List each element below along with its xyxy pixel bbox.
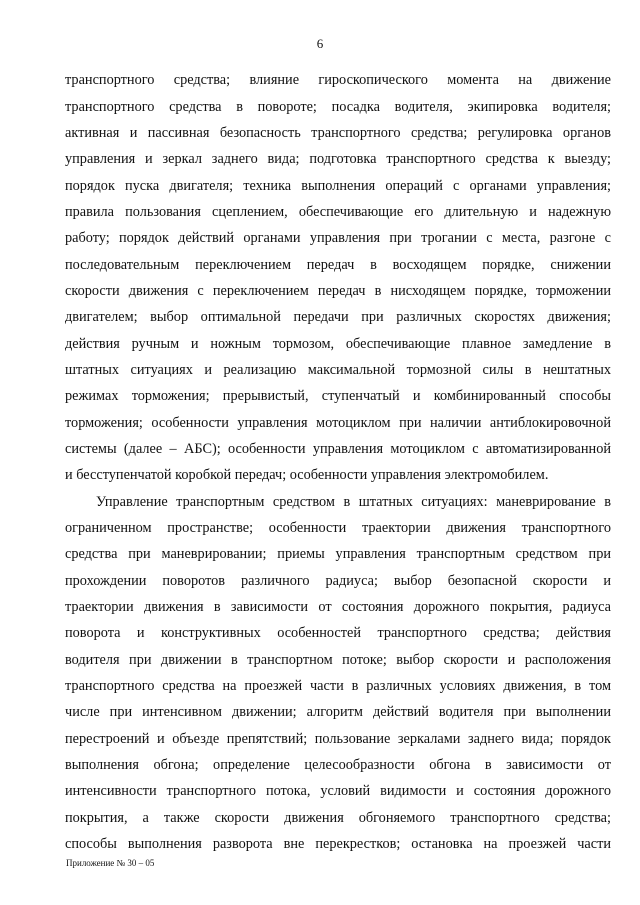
text-line: режимах торможения; прерывистый, ступенчатый и комбинированный способы (65, 388, 611, 404)
page-number: 6 (316, 36, 324, 51)
text-line: средства при маневрировании; приемы управления транспортным средством при (65, 546, 611, 562)
text-line: порядок пуска двигателя; техника выполнения операций с органами управления; (65, 178, 611, 194)
text-line: двигателем; выбор оптимальной передачи при различных скоростях движения; (65, 309, 611, 325)
text-line: ограниченном пространстве; особенности траектории движения транспортного (65, 520, 611, 536)
text-line: транспортного средства; влияние гироскопического момента на движение (65, 72, 611, 88)
text-line: управления и зеркал заднего вида; подготовка транспортного средства к выезду; (65, 151, 611, 167)
text-line: Управление транспортным средством в штатных ситуациях: маневрирование в (96, 494, 611, 510)
text-line: способы выполнения разворота вне перекрестков; остановка на проезжей части (65, 836, 611, 852)
text-line: прохождении поворотов различного радиуса; выбор безопасной скорости и (65, 573, 611, 589)
text-line: системы (далее – АБС); особенности управления мотоциклом с автоматизированной (65, 441, 611, 457)
text-line: интенсивности транспортного потока, условий видимости и состояния дорожного (65, 783, 611, 799)
text-line: действия ручным и ножным тормозом, обеспечивающие плавное замедление в (65, 336, 611, 352)
text-line: правила пользования сцеплением, обеспечивающие его длительную и надежную (65, 204, 611, 220)
text-line: торможения; особенности управления мотоциклом при наличии антиблокировочной (65, 415, 611, 431)
text-line: последовательным переключением передач в восходящем порядке, снижении (65, 257, 611, 273)
text-line: и бесступенчатой коробкой передач; особенности управления электромобилем. (65, 467, 549, 483)
text-line: покрытия, а также скорости движения обгоняемого транспортного средства; (65, 810, 611, 826)
text-line: выполнения обгона; определение целесообразности обгона в зависимости от (65, 757, 611, 773)
page-footer: Приложение № 30 – 05 (66, 858, 155, 868)
text-line: работу; порядок действий органами управления при трогании с места, разгоне с (65, 230, 611, 246)
text-line: штатных ситуациях и реализацию максимальной тормозной силы в нештатных (65, 362, 611, 378)
text-line: водителя при движении в транспортном потоке; выбор скорости и расположения (65, 652, 611, 668)
text-line: траектории движения в зависимости от состояния дорожного покрытия, радиуса (65, 599, 611, 615)
text-line: транспортного средства в повороте; посадка водителя, экипировка водителя; (65, 99, 611, 115)
text-line: скорости движения с переключением передач в нисходящем порядке, торможении (65, 283, 611, 299)
text-line: активная и пассивная безопасность транспортного средства; регулировка органов (65, 125, 611, 141)
text-line: транспортного средства на проезжей части в различных условиях движения, в том (65, 678, 611, 694)
text-line: перестроений и объезде препятствий; пользование зеркалами заднего вида; порядок (65, 731, 611, 747)
text-line: числе при интенсивном движении; алгоритм действий водителя при выполнении (65, 704, 611, 720)
text-line: поворота и конструктивных особенностей транспортного средства; действия (65, 625, 611, 641)
